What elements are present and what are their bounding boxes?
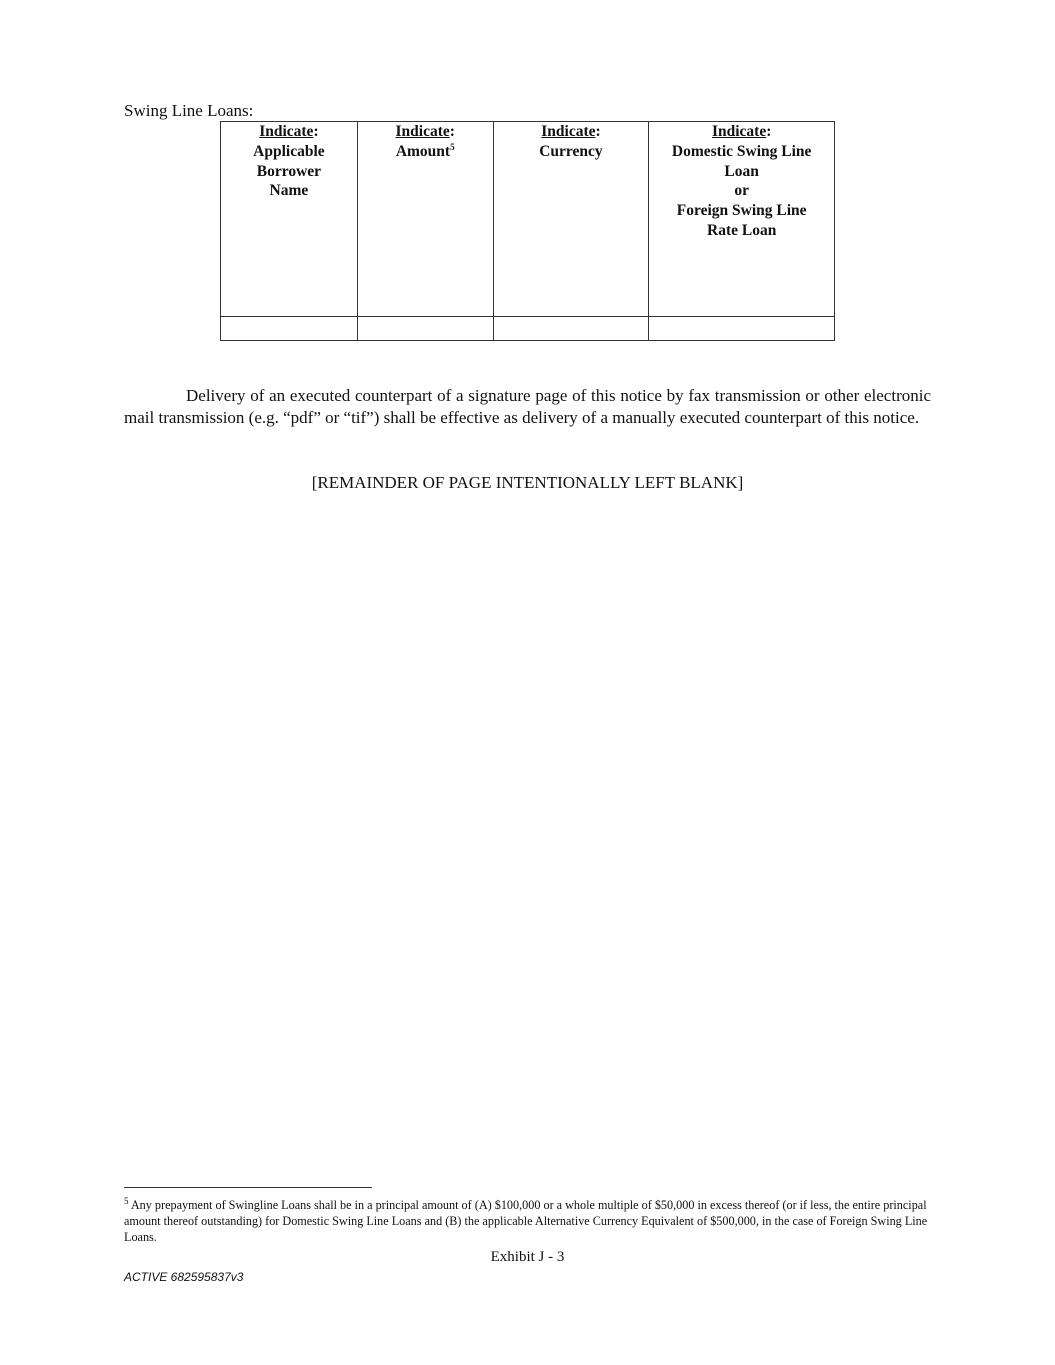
footnote-reference: 5	[450, 141, 455, 152]
document-id: ACTIVE 682595837v3	[124, 1270, 244, 1284]
currency-cell[interactable]	[493, 317, 649, 341]
delivery-paragraph: Delivery of an executed counterpart of a signature page of this notice by fax transmission or other electronic mail transmission (e.g. “pdf” or “tif”) shall be effective as delivery of a manually executed counterpart of this notice.	[124, 386, 931, 427]
column-header-loan-type: Indicate: Domestic Swing Line Loan or Foreign Swing Line Rate Loan	[649, 122, 835, 317]
loan-type-cell[interactable]	[649, 317, 835, 341]
column-header-currency: Indicate: Currency	[493, 122, 649, 317]
borrower-name-cell[interactable]	[221, 317, 358, 341]
footnote	[124, 1197, 931, 1245]
footnote-text: Any prepayment of Swingline Loans shall be in a principal amount of (A) $100,000 or a whole multiple of $50,000 in excess thereof (or if less, the entire principal amount thereof outstanding) for Domestic Swing Line Loans and (B) the applicable Alternative Currency Equivalent of $500,000, in the case of Foreign Swing Line Loans.	[124, 1198, 928, 1244]
table-header-row	[221, 122, 835, 317]
section-heading: Swing Line Loans:	[124, 101, 254, 120]
swing-line-loans-table	[220, 121, 835, 341]
footnote-divider	[124, 1187, 372, 1188]
footnote-marker: 5	[124, 1195, 129, 1206]
column-header-amount: Indicate: Amount$^5$	[357, 122, 493, 317]
page-number: Exhibit J - 3	[490, 1249, 565, 1265]
amount-cell[interactable]	[357, 317, 493, 341]
column-header-borrower-name: Indicate: Applicable Borrower Name	[221, 122, 358, 317]
table-row	[221, 317, 835, 341]
remainder-blank-notice: [REMAINDER OF PAGE INTENTIONALLY LEFT BLANK]	[311, 473, 744, 492]
